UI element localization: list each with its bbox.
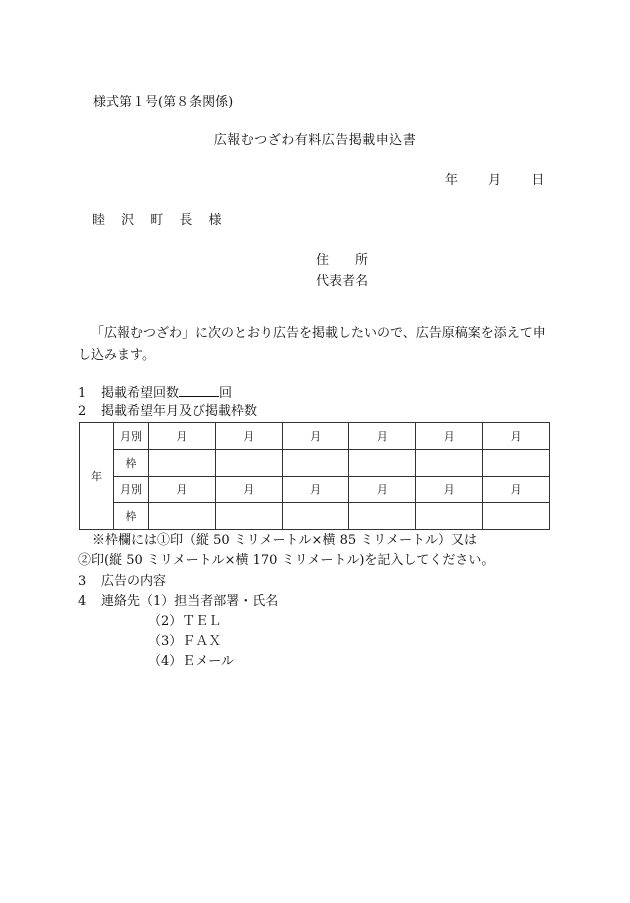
item-text: 掲載希望回数	[101, 386, 180, 401]
item-3	[78, 574, 166, 590]
table-row	[80, 423, 550, 450]
date-day-label: 日	[531, 173, 545, 188]
month-cell: 月	[483, 423, 550, 450]
insertion-table	[79, 422, 550, 530]
month-cell: 月	[215, 423, 282, 450]
contact-tel: （2）ＴＥＬ	[148, 614, 222, 629]
table-row	[80, 449, 550, 476]
frame-cell	[215, 503, 282, 530]
month-cell: 月	[483, 476, 550, 503]
item-text: 掲載希望年月及び掲載枠数	[101, 404, 258, 419]
frame-cell	[282, 449, 349, 476]
item-text-suffix: 回	[219, 386, 233, 401]
row-label: 月別	[114, 476, 149, 503]
month-cell: 月	[215, 476, 282, 503]
month-cell: 月	[282, 423, 349, 450]
frame-cell	[215, 449, 282, 476]
row-label: 枠	[114, 503, 149, 530]
frame-cell	[416, 449, 483, 476]
item-text: 広告の内容	[101, 574, 167, 589]
frame-cell	[349, 449, 416, 476]
document-title: 広報むつざわ有料広告掲載申込書	[213, 133, 417, 148]
body-paragraph	[78, 323, 550, 367]
count-blank	[179, 384, 219, 397]
address-label: 住 所	[316, 253, 369, 268]
month-cell: 月	[349, 476, 416, 503]
frame-cell	[416, 503, 483, 530]
table-row	[80, 476, 550, 503]
frame-cell	[483, 449, 550, 476]
date-year-label: 年	[445, 173, 459, 188]
month-cell: 月	[282, 476, 349, 503]
frame-cell	[149, 503, 216, 530]
frame-cell	[149, 449, 216, 476]
frame-cell	[282, 503, 349, 530]
year-cell: 年	[80, 423, 114, 530]
frame-note-line-2: ②印(縦 50 ミリメートル×横 170 ミリメートル)を記入してください。	[78, 553, 495, 568]
addressee: 睦 沢 町 長 様	[92, 213, 228, 228]
month-cell: 月	[149, 476, 216, 503]
table-row	[80, 503, 550, 530]
month-cell: 月	[149, 423, 216, 450]
item-number: 1	[78, 386, 87, 401]
item-text: 連絡先（1）担当者部署・氏名	[101, 594, 279, 609]
item-1	[78, 384, 232, 402]
month-cell: 月	[416, 476, 483, 503]
contact-fax: （3）ＦＡＸ	[148, 634, 222, 649]
item-2	[78, 404, 257, 420]
frame-note-line-1: ※枠欄には①印（縦 50 ミリメートル×横 85 ミリメートル）又は	[92, 533, 477, 548]
month-cell: 月	[416, 423, 483, 450]
form-number: 様式第１号(第８条関係)	[93, 95, 234, 110]
date-line	[445, 173, 544, 189]
item-number: 4	[78, 594, 87, 609]
date-month-label: 月	[488, 173, 502, 188]
item-number: 2	[78, 404, 87, 419]
row-label: 枠	[114, 449, 149, 476]
body-text: 「広報むつざわ」に次のとおり広告を掲載したいので、広告原稿案を添えて申し込みます。	[78, 326, 546, 363]
frame-cell	[349, 503, 416, 530]
item-number: 3	[78, 574, 87, 589]
representative-label: 代表者名	[316, 274, 369, 289]
contact-email: （4）Ｅメール	[148, 654, 235, 669]
row-label: 月別	[114, 423, 149, 450]
frame-cell	[483, 503, 550, 530]
month-cell: 月	[349, 423, 416, 450]
item-4	[78, 594, 278, 610]
